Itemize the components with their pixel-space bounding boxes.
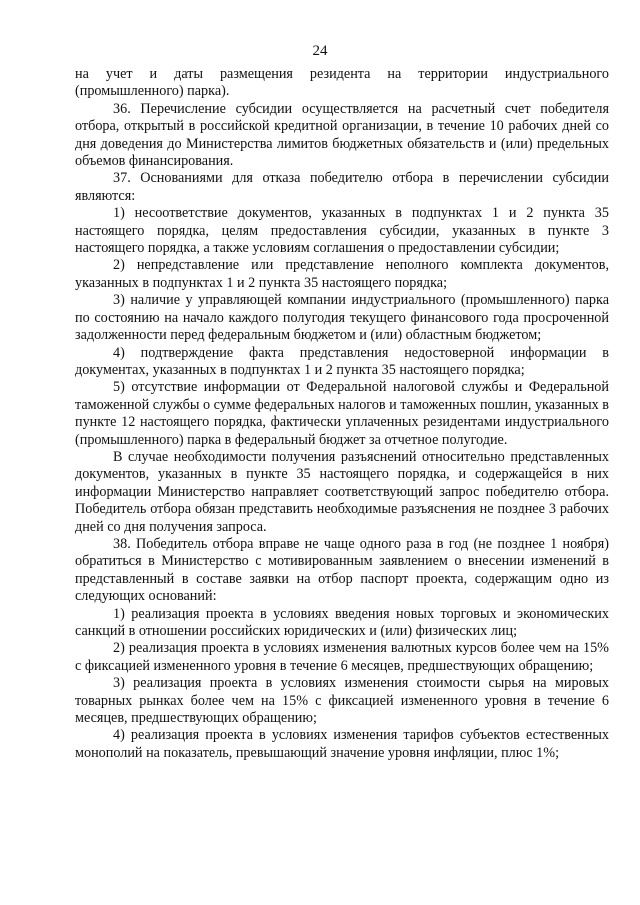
- paragraph-37-clarification: В случае необходимости получения разъяснений относительно представленных документов, указанных в пункте 35 настоящего порядка, и содержащейся в них информации Министерство направляет соответствующий запрос победителю отбора. Победитель отбора обязан представить необходимые разъяснения не позднее 3 рабочих дней со дня получения запроса.: [75, 448, 609, 535]
- paragraph-38-item-2: 2) реализация проекта в условиях изменения валютных курсов более чем на 15% с фиксацией измененного уровня в течение 6 месяцев, предшествующих обращению;: [75, 640, 609, 674]
- paragraph-38-item-4: 4) реализация проекта в условиях изменения тарифов субъектов естественных монополий на показатель, превышающий значение уровня инфляции, плюс 1%;: [75, 727, 609, 761]
- paragraph-38: 38. Победитель отбора вправе не чаще одного раза в год (не позднее 1 ноября) обратиться в Министерство с мотивированным заявлением о внесении изменений в представленный в составе заявки на отбор паспорт проекта, содержащим одно из следующих оснований:: [75, 535, 609, 605]
- paragraph-continuation: на учет и даты размещения резидента на территории индустриального (промышленного) парка).: [75, 66, 609, 100]
- paragraph-37-item-1: 1) несоответствие документов, указанных в подпунктах 1 и 2 пункта 35 настоящего порядка, целям предоставления субсидии, указанных в пункте 3 настоящего порядка, а также условиям соглашения о предоставлении субсидии;: [75, 205, 609, 257]
- paragraph-36: 36. Перечисление субсидии осуществляется на расчетный счет победителя отбора, открытый в российской кредитной организации, в течение 10 рабочих дней со дня доведения до Министерства лимитов бюджетных обязательств и (или) предельных объемов финансирования.: [75, 100, 609, 170]
- page-number: 24: [312, 43, 328, 59]
- paragraph-37-item-5: 5) отсутствие информации от Федеральной налоговой службы и Федеральной таможенной службы о сумме федеральных налогов и таможенных пошлин, указанных в пункте 12 настоящего порядка, фактически уплаченных резидентами индустриального (промышленного) парка в федеральный бюджет за отчетное полугодие.: [75, 379, 609, 448]
- paragraph-38-item-3: 3) реализация проекта в условиях изменения стоимости сырья на мировых товарных рынках более чем на 15% с фиксацией измененного уровня в течение 6 месяцев, предшествующих обращению;: [75, 675, 609, 727]
- paragraph-38-item-1: 1) реализация проекта в условиях введения новых торговых и экономических санкций в отношении российских юридических и (или) физических лиц;: [75, 605, 609, 639]
- paragraph-37-item-2: 2) непредставление или представление неполного комплекта документов, указанных в подпунктах 1 и 2 пункта 35 настоящего порядка;: [75, 257, 609, 291]
- paragraph-37: 37. Основаниями для отказа победителю отбора в перечислении субсидии являются:: [75, 170, 609, 204]
- paragraph-37-item-3: 3) наличие у управляющей компании индустриального (промышленного) парка по состоянию на начало каждого полугодия текущего финансового года просроченной задолженности перед федеральным бюджетом и (или) областным бюджетом;: [75, 292, 609, 344]
- paragraph-37-item-4: 4) подтверждение факта представления недостоверной информации в документах, указанных в подпунктах 1 и 2 пункта 35 настоящего порядка;: [75, 344, 609, 378]
- document-body: [75, 66, 609, 762]
